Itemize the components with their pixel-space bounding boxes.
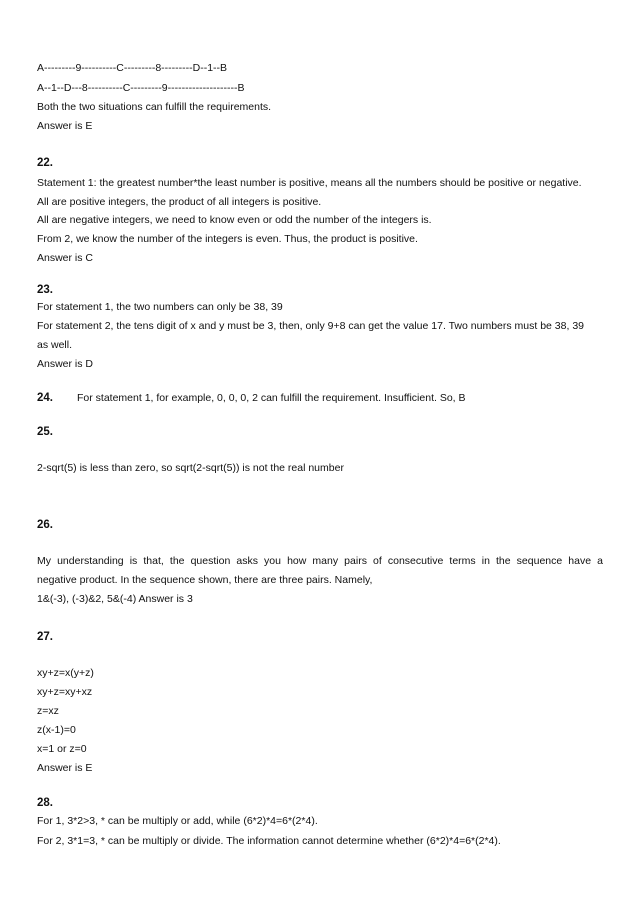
answer-text: Answer is C	[37, 252, 94, 264]
question-number-22: 22.	[37, 157, 53, 169]
answer-text: Answer is E	[37, 762, 93, 774]
body-text: For statement 2, the tens digit of x and y must be 3, then, only 9+8 can get the value 17. Two numbers must be 38, 39	[37, 320, 585, 332]
question-number-26: 26.	[37, 519, 53, 531]
equation-line: xy+z=x(y+z)	[37, 667, 94, 679]
answer-text: Answer is E	[37, 120, 93, 132]
question-number-24: 24.	[37, 392, 53, 404]
body-text: For statement 1, the two numbers can only be 38, 39	[37, 301, 283, 313]
body-text: 2-sqrt(5) is less than zero, so sqrt(2-sqrt(5)) is not the real number	[37, 462, 344, 474]
question-number-23: 23.	[37, 284, 53, 296]
equation-line: z(x-1)=0	[37, 724, 76, 736]
question-number-28: 28.	[37, 797, 53, 809]
body-text: My understanding is that, the question asks you how many pairs of consecutive terms in the sequence have a	[37, 555, 603, 567]
number-line-diagram-2: A--1--D---8----------C---------9--------------------B	[37, 82, 245, 94]
body-text: All are negative integers, we need to know even or odd the number of the integers is.	[37, 214, 432, 226]
body-text: Both the two situations can fulfill the requirements.	[37, 101, 272, 113]
equation-line: z=xz	[37, 705, 59, 717]
body-text: negative product. In the sequence shown, there are three pairs. Namely,	[37, 574, 373, 586]
body-text: as well.	[37, 339, 73, 351]
question-number-25: 25.	[37, 426, 53, 438]
body-text: Statement 1: the greatest number*the least number is positive, means all the numbers should be positive or negative.	[37, 177, 582, 189]
question-number-27: 27.	[37, 631, 53, 643]
equation-line: xy+z=xy+xz	[37, 686, 93, 698]
body-text: For statement 1, for example, 0, 0, 0, 2 can fulfill the requirement. Insufficient. So, B	[77, 392, 466, 404]
answer-text: 1&(-3), (-3)&2, 5&(-4) Answer is 3	[37, 593, 193, 605]
body-text: From 2, we know the number of the integers is even. Thus, the product is positive.	[37, 233, 418, 245]
equation-line: x=1 or z=0	[37, 743, 87, 755]
body-text: For 2, 3*1=3, * can be multiply or divide. The information cannot determine whether (6*2)*4=6*(2*4).	[37, 835, 501, 847]
answer-text: Answer is D	[37, 358, 94, 370]
body-text: For 1, 3*2>3, * can be multiply or add, while (6*2)*4=6*(2*4).	[37, 815, 318, 827]
number-line-diagram-1: A---------9----------C---------8---------D--1--B	[37, 62, 228, 74]
body-text: All are positive integers, the product of all integers is positive.	[37, 196, 322, 208]
